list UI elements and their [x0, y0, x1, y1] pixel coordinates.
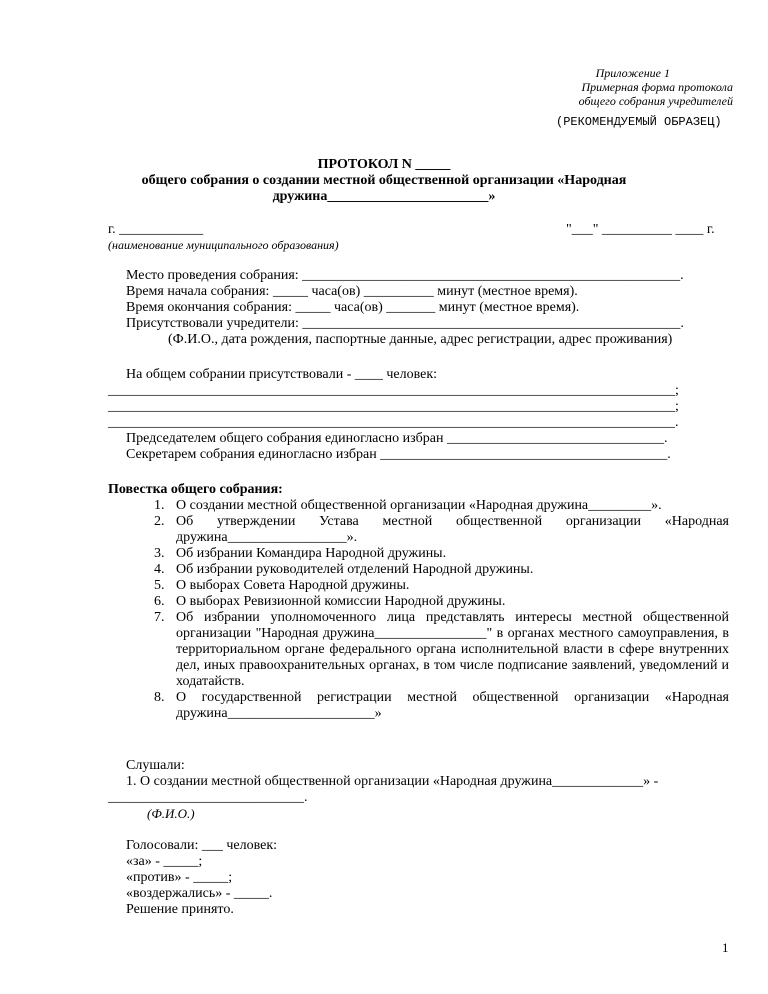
attendance-line: На общем собрании присутствовали - ____ человек:: [126, 367, 438, 382]
agenda-item-8: О государственной регистрации местной общественной организации «Народная дружина_____________________»: [176, 690, 729, 721]
agenda-item-number: 4.: [154, 562, 165, 577]
vote-label: Голосовали: ___ человек:: [126, 838, 278, 853]
agenda-item-1: О создании местной общественной организации «Народная дружина_________».: [176, 498, 662, 513]
city-field: г. ____________: [108, 222, 204, 237]
appendix-line-3: общего собрания учредителей: [578, 94, 733, 108]
appendix-line-1: Приложение 1: [595, 66, 670, 80]
agenda-item-6: О выборах Ревизионной комиссии Народной дружины.: [176, 594, 506, 609]
meeting-end: Время окончания собрания: _____ часа(ов) _______ минут (местное время).: [126, 300, 580, 315]
heard-label: Слушали:: [126, 758, 185, 773]
page-number: 1: [722, 940, 729, 955]
meeting-start: Время начала собрания: _____ часа(ов) __________ минут (местное время).: [126, 284, 578, 299]
attendance-blank-3: _________________________________________________________________________________.: [108, 415, 679, 430]
sample-label: (РЕКОМЕНДУЕМЫЙ ОБРАЗЕЦ): [556, 115, 722, 129]
agenda-item-number: 3.: [154, 546, 165, 561]
agenda-item-4: Об избрании руководителей отделений Народной дружины.: [176, 562, 534, 577]
heard-item-1: 1. О создании местной общественной организации «Народная дружина_____________» -: [126, 774, 659, 789]
chairman-line: Председателем общего собрания единогласно избран _______________________________.: [126, 431, 668, 446]
agenda-item-7: Об избрании уполномоченного лица представлять интересы местной общественной организации "Народная дружина________________" в органах местного самоуправления, в территориальном органе федерального органа исполнительной власти в сфере внутренних дел, иных правоохранительных органах, в том числе подписание заявлений, уведомлений и ходатайств.: [176, 610, 729, 689]
agenda-item-number: 1.: [154, 498, 165, 513]
secretary-line: Секретарем собрания единогласно избран _________________________________________.: [126, 447, 671, 462]
document-subtitle: общего собрания о создании местной общественной организации «Народная: [141, 173, 627, 188]
meeting-founders: Присутствовали учредители: ______________________________________________________.: [126, 316, 684, 331]
fio-note: (Ф.И.О.): [147, 806, 195, 821]
vote-for: «за» - _____;: [126, 854, 203, 869]
decision-line: Решение принято.: [126, 902, 234, 917]
date-field: "___" __________ ____ г.: [566, 222, 715, 237]
municipality-note: (наименование муниципального образования): [108, 238, 339, 252]
meeting-place: Место проведения собрания: ______________________________________________________.: [126, 268, 684, 283]
agenda-item-3: Об избрании Командира Народной дружины.: [176, 546, 447, 561]
agenda-item-number: 8.: [154, 690, 165, 705]
agenda-item-number: 5.: [154, 578, 165, 593]
document-subtitle-2: дружина_______________________»: [272, 189, 496, 204]
agenda-heading: Повестка общего собрания:: [108, 482, 283, 497]
founders-note: (Ф.И.О., дата рождения, паспортные данные, адрес регистрации, адрес проживания): [168, 332, 673, 347]
vote-abstain: «воздержались» - _____.: [126, 886, 273, 901]
heard-blank: ____________________________.: [108, 790, 308, 805]
agenda-item-number: 6.: [154, 594, 165, 609]
agenda-item-2: Об утверждении Устава местной общественной организации «Народная дружина_________________».: [176, 514, 729, 545]
appendix-line-2: Примерная форма протокола: [581, 80, 733, 94]
attendance-blank-1: _________________________________________________________________________________;: [108, 383, 679, 398]
attendance-blank-2: _________________________________________________________________________________;: [108, 399, 679, 414]
document-title: ПРОТОКОЛ N _____: [317, 157, 451, 172]
agenda-item-5: О выборах Совета Народной дружины.: [176, 578, 410, 593]
agenda-item-number: 7.: [154, 610, 165, 625]
vote-against: «против» - _____;: [126, 870, 233, 885]
agenda-item-number: 2.: [154, 514, 165, 529]
